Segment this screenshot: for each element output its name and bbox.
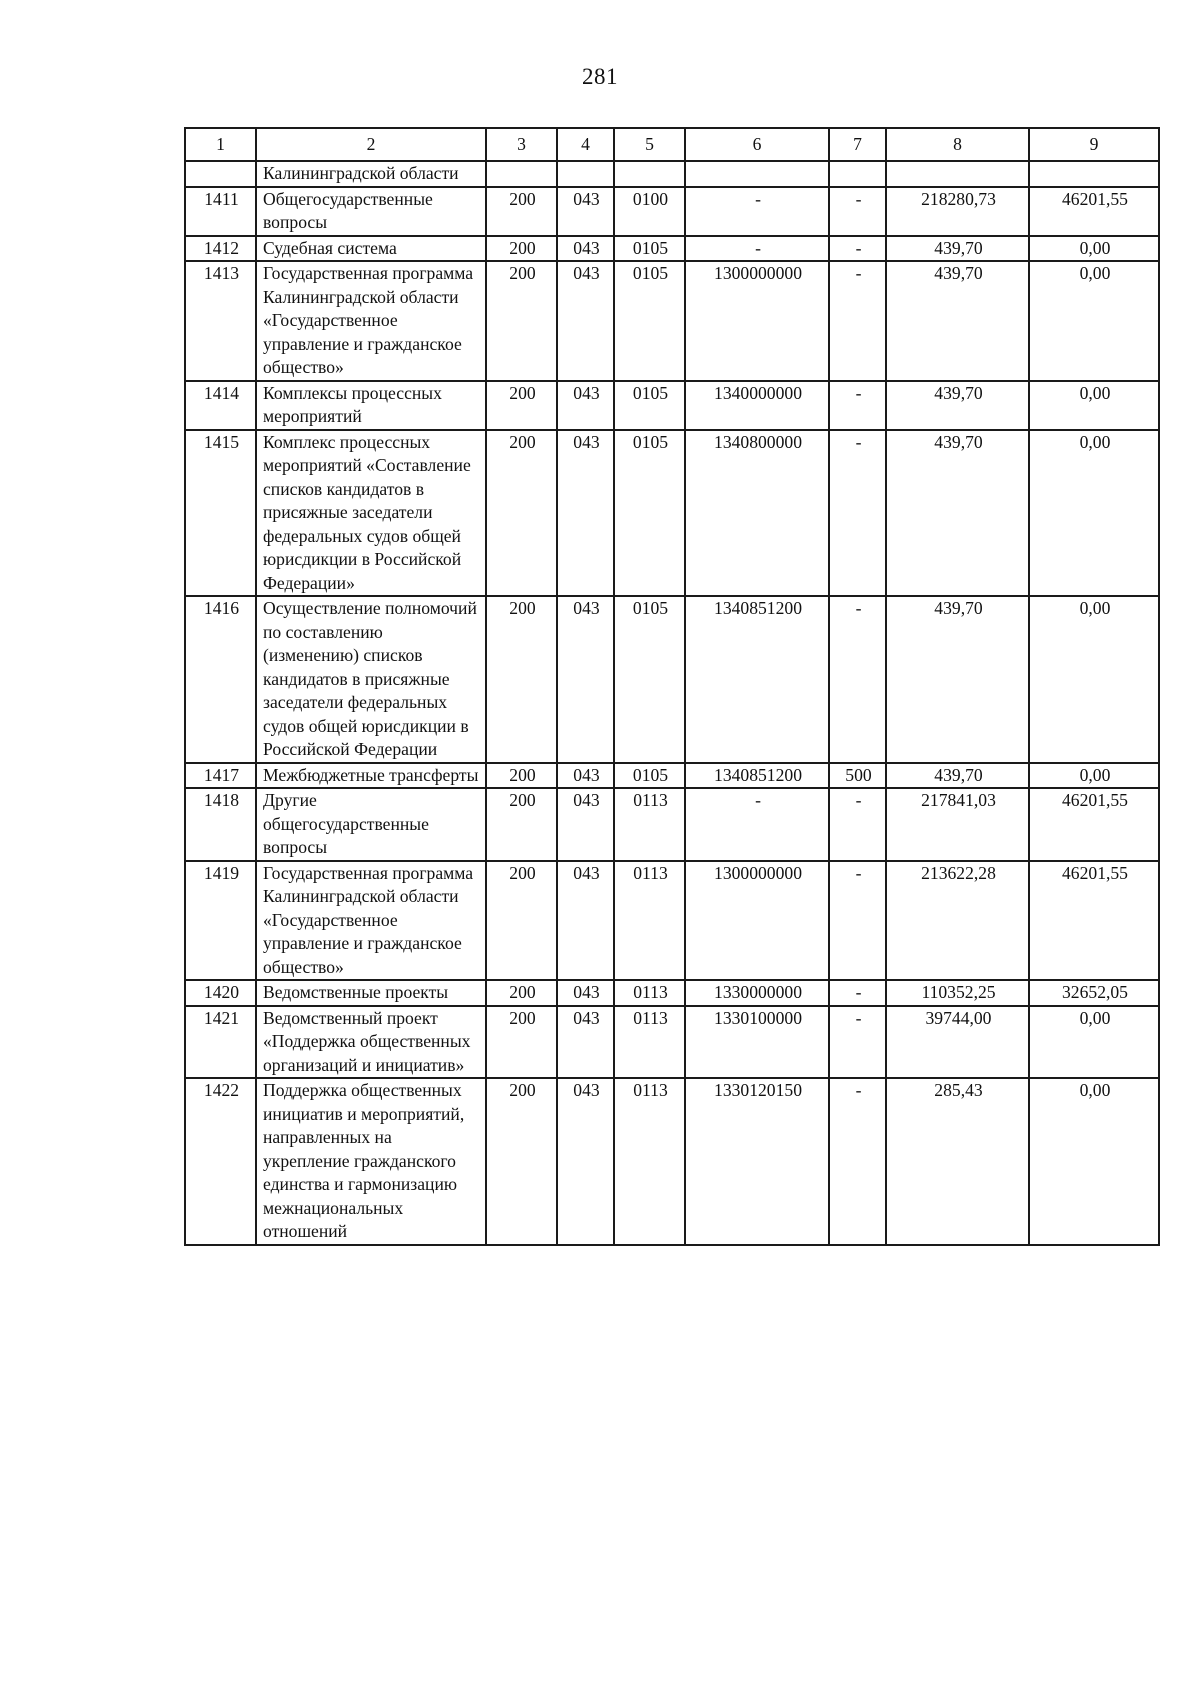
col4-cell (557, 161, 614, 187)
col8-amount-cell: 39744,00 (886, 1006, 1029, 1079)
col9-amount-cell: 32652,05 (1029, 980, 1159, 1006)
row-name-cell: Судебная система (256, 236, 486, 262)
row-number-cell: 1418 (185, 788, 256, 861)
table-row (185, 261, 1159, 381)
col4-cell: 043 (557, 261, 614, 381)
col3-cell (486, 161, 557, 187)
col8-amount-cell: 439,70 (886, 596, 1029, 763)
col9-amount-cell (1029, 161, 1159, 187)
col4-cell: 043 (557, 788, 614, 861)
col9-amount-cell: 0,00 (1029, 596, 1159, 763)
col-header-5: 5 (614, 128, 685, 161)
col3-cell: 200 (486, 861, 557, 981)
col-header-8: 8 (886, 128, 1029, 161)
row-name-cell: Поддержка общественных инициатив и мероприятий, направленных на укрепление гражданского единства и гармонизацию межнациональных отношений (256, 1078, 486, 1245)
col4-cell: 043 (557, 381, 614, 430)
col-header-7: 7 (829, 128, 886, 161)
col5-cell: 0105 (614, 261, 685, 381)
row-number-cell: 1411 (185, 187, 256, 236)
col4-cell: 043 (557, 1006, 614, 1079)
row-number-cell: 1412 (185, 236, 256, 262)
col6-cell: 1330120150 (685, 1078, 829, 1245)
col4-cell: 043 (557, 187, 614, 236)
col8-amount-cell: 110352,25 (886, 980, 1029, 1006)
col8-amount-cell: 217841,03 (886, 788, 1029, 861)
table-row (185, 187, 1159, 236)
table-row (185, 381, 1159, 430)
col6-cell (685, 161, 829, 187)
col5-cell: 0105 (614, 430, 685, 597)
col4-cell: 043 (557, 763, 614, 789)
row-number-cell: 1421 (185, 1006, 256, 1079)
col9-amount-cell: 0,00 (1029, 381, 1159, 430)
col4-cell: 043 (557, 596, 614, 763)
row-name-cell: Калининградской области (256, 161, 486, 187)
col6-cell: 1340851200 (685, 763, 829, 789)
col4-cell: 043 (557, 236, 614, 262)
col3-cell: 200 (486, 1006, 557, 1079)
col7-cell: - (829, 980, 886, 1006)
col3-cell: 200 (486, 261, 557, 381)
col7-cell: - (829, 187, 886, 236)
col-header-4: 4 (557, 128, 614, 161)
col-header-3: 3 (486, 128, 557, 161)
col6-cell: - (685, 187, 829, 236)
row-number-cell: 1419 (185, 861, 256, 981)
col7-cell: - (829, 1078, 886, 1245)
table-row (185, 1006, 1159, 1079)
table-row (185, 861, 1159, 981)
col7-cell: - (829, 261, 886, 381)
table-row (185, 596, 1159, 763)
table-row (185, 161, 1159, 187)
row-number-cell (185, 161, 256, 187)
col9-amount-cell: 0,00 (1029, 430, 1159, 597)
col8-amount-cell: 285,43 (886, 1078, 1029, 1245)
col6-cell: - (685, 788, 829, 861)
col4-cell: 043 (557, 430, 614, 597)
col9-amount-cell: 46201,55 (1029, 187, 1159, 236)
col-header-2: 2 (256, 128, 486, 161)
row-name-cell: Ведомственный проект «Поддержка общественных организаций и инициатив» (256, 1006, 486, 1079)
col7-cell: - (829, 381, 886, 430)
row-number-cell: 1414 (185, 381, 256, 430)
budget-table (184, 127, 1160, 1246)
col9-amount-cell: 46201,55 (1029, 861, 1159, 981)
row-name-cell: Осуществление полномочий по составлению (изменению) списков кандидатов в присяжные заседатели федеральных судов общей юрисдикции в Российской Федерации (256, 596, 486, 763)
col8-amount-cell (886, 161, 1029, 187)
table-header-row (185, 128, 1159, 161)
row-name-cell: Общегосударственные вопросы (256, 187, 486, 236)
col-header-1: 1 (185, 128, 256, 161)
table-row (185, 236, 1159, 262)
col5-cell: 0113 (614, 1078, 685, 1245)
col6-cell: 1340800000 (685, 430, 829, 597)
col9-amount-cell: 0,00 (1029, 236, 1159, 262)
col5-cell: 0113 (614, 861, 685, 981)
col4-cell: 043 (557, 1078, 614, 1245)
table-row (185, 1078, 1159, 1245)
row-name-cell: Межбюджетные трансферты (256, 763, 486, 789)
col5-cell: 0113 (614, 980, 685, 1006)
row-number-cell: 1415 (185, 430, 256, 597)
row-number-cell: 1422 (185, 1078, 256, 1245)
col7-cell (829, 161, 886, 187)
col6-cell: 1340000000 (685, 381, 829, 430)
table-row (185, 980, 1159, 1006)
col7-cell: - (829, 788, 886, 861)
col-header-6: 6 (685, 128, 829, 161)
col3-cell: 200 (486, 187, 557, 236)
row-number-cell: 1416 (185, 596, 256, 763)
col5-cell: 0105 (614, 763, 685, 789)
col-header-9: 9 (1029, 128, 1159, 161)
row-name-cell: Государственная программа Калининградской области «Государственное управление и гражданское общество» (256, 261, 486, 381)
row-name-cell: Ведомственные проекты (256, 980, 486, 1006)
col5-cell: 0105 (614, 381, 685, 430)
col7-cell: - (829, 861, 886, 981)
table-row (185, 763, 1159, 789)
col8-amount-cell: 439,70 (886, 261, 1029, 381)
col9-amount-cell: 0,00 (1029, 763, 1159, 789)
col4-cell: 043 (557, 861, 614, 981)
table-row (185, 430, 1159, 597)
col9-amount-cell: 0,00 (1029, 261, 1159, 381)
row-number-cell: 1417 (185, 763, 256, 789)
row-name-cell: Другие общегосударственные вопросы (256, 788, 486, 861)
col3-cell: 200 (486, 236, 557, 262)
col5-cell: 0100 (614, 187, 685, 236)
col6-cell: 1300000000 (685, 861, 829, 981)
col3-cell: 200 (486, 596, 557, 763)
col3-cell: 200 (486, 980, 557, 1006)
col5-cell: 0113 (614, 1006, 685, 1079)
row-number-cell: 1413 (185, 261, 256, 381)
col6-cell: 1330000000 (685, 980, 829, 1006)
row-name-cell: Комплексы процессных мероприятий (256, 381, 486, 430)
col6-cell: 1340851200 (685, 596, 829, 763)
table-row (185, 788, 1159, 861)
row-name-cell: Государственная программа Калининградской области «Государственное управление и гражданское общество» (256, 861, 486, 981)
col8-amount-cell: 439,70 (886, 236, 1029, 262)
col6-cell: 1330100000 (685, 1006, 829, 1079)
col6-cell: - (685, 236, 829, 262)
col9-amount-cell: 0,00 (1029, 1078, 1159, 1245)
col5-cell (614, 161, 685, 187)
col8-amount-cell: 213622,28 (886, 861, 1029, 981)
col8-amount-cell: 439,70 (886, 763, 1029, 789)
col5-cell: 0105 (614, 236, 685, 262)
col3-cell: 200 (486, 763, 557, 789)
col9-amount-cell: 0,00 (1029, 1006, 1159, 1079)
row-name-cell: Комплекс процессных мероприятий «Составление списков кандидатов в присяжные заседатели федеральных судов общей юрисдикции в Российской Федерации» (256, 430, 486, 597)
col3-cell: 200 (486, 430, 557, 597)
col8-amount-cell: 439,70 (886, 430, 1029, 597)
col8-amount-cell: 439,70 (886, 381, 1029, 430)
col7-cell: - (829, 1006, 886, 1079)
col3-cell: 200 (486, 788, 557, 861)
page-number: 281 (582, 64, 618, 89)
col7-cell: 500 (829, 763, 886, 789)
col5-cell: 0113 (614, 788, 685, 861)
col6-cell: 1300000000 (685, 261, 829, 381)
col7-cell: - (829, 596, 886, 763)
table-body (185, 161, 1159, 1245)
row-number-cell: 1420 (185, 980, 256, 1006)
col7-cell: - (829, 430, 886, 597)
col9-amount-cell: 46201,55 (1029, 788, 1159, 861)
col4-cell: 043 (557, 980, 614, 1006)
col8-amount-cell: 218280,73 (886, 187, 1029, 236)
col7-cell: - (829, 236, 886, 262)
col3-cell: 200 (486, 1078, 557, 1245)
col5-cell: 0105 (614, 596, 685, 763)
col3-cell: 200 (486, 381, 557, 430)
